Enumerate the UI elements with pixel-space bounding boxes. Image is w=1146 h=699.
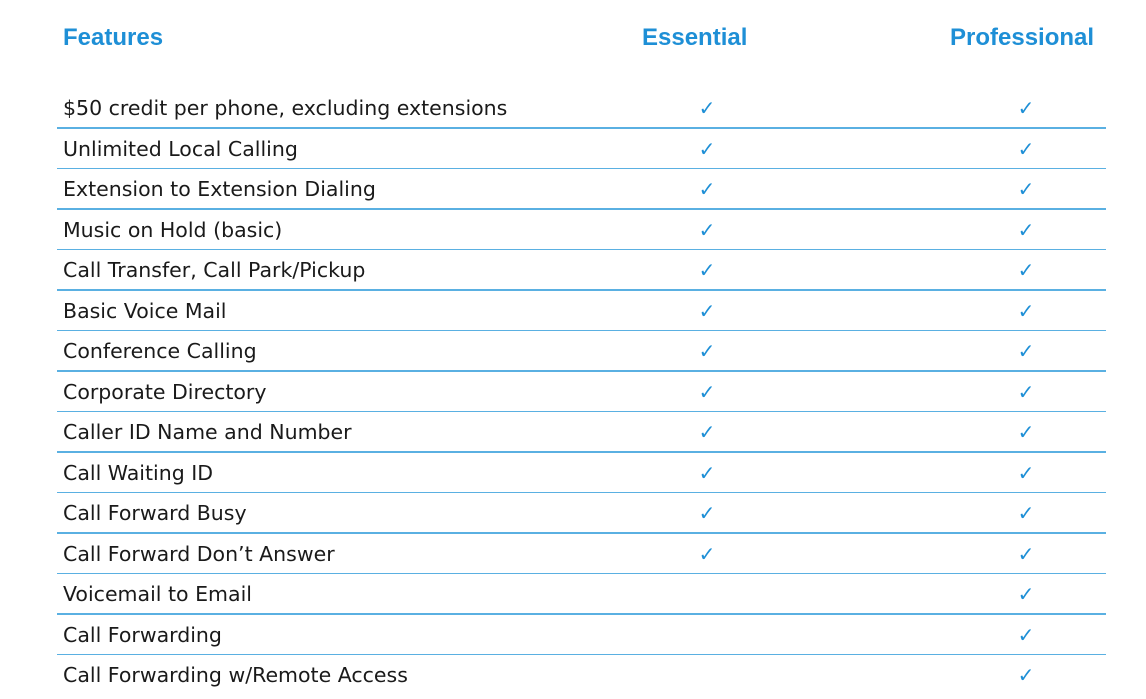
feature-label: Call Forwarding [63, 622, 222, 647]
table-row [0, 331, 1146, 372]
table-row [0, 453, 1146, 494]
feature-rows [0, 88, 1146, 696]
essential-checkmark-icon: ✓ [698, 541, 716, 566]
feature-label: Caller ID Name and Number [63, 420, 352, 444]
professional-checkmark-icon: ✓ [1017, 420, 1035, 444]
essential-checkmark-icon: ✓ [698, 258, 716, 282]
table-row [0, 412, 1146, 453]
table-row [0, 615, 1146, 656]
feature-label: Voicemail to Email [63, 582, 252, 606]
essential-checkmark-icon: ✓ [698, 136, 716, 161]
essential-checkmark-icon: ✓ [698, 379, 716, 404]
table-row [0, 88, 1146, 129]
essential-checkmark-icon: ✓ [698, 298, 716, 323]
table-row [0, 534, 1146, 575]
essential-checkmark-icon: ✓ [698, 501, 716, 525]
feature-label: Music on Hold (basic) [63, 217, 283, 242]
professional-checkmark-icon: ✓ [1017, 541, 1035, 566]
feature-label: Call Waiting ID [63, 460, 214, 485]
essential-checkmark-icon: ✓ [698, 460, 716, 485]
feature-label: Extension to Extension Dialing [63, 177, 376, 201]
table-row [0, 129, 1146, 170]
professional-checkmark-icon: ✓ [1017, 582, 1035, 606]
feature-label: Call Forward Busy [63, 501, 247, 525]
professional-checkmark-icon: ✓ [1017, 339, 1035, 363]
feature-label: Basic Voice Mail [63, 298, 227, 323]
professional-checkmark-icon: ✓ [1017, 258, 1035, 282]
essential-checkmark-icon: ✓ [698, 420, 716, 444]
table-row [0, 169, 1146, 210]
feature-label: Call Forwarding w/Remote Access [63, 663, 408, 687]
essential-checkmark-icon: ✓ [698, 217, 716, 242]
table-row [0, 291, 1146, 332]
essential-checkmark-icon: ✓ [698, 339, 716, 363]
feature-label: Conference Calling [63, 339, 257, 363]
features-column-header: Features [63, 24, 164, 51]
table-row [0, 655, 1146, 696]
professional-checkmark-icon: ✓ [1017, 501, 1035, 525]
table-header [0, 0, 1146, 70]
professional-checkmark-icon: ✓ [1017, 379, 1035, 404]
feature-label: $50 credit per phone, excluding extensions [63, 96, 508, 120]
feature-label: Unlimited Local Calling [63, 136, 298, 161]
professional-checkmark-icon: ✓ [1017, 622, 1035, 647]
feature-label: Call Transfer, Call Park/Pickup [63, 258, 366, 282]
essential-checkmark-icon: ✓ [698, 177, 716, 201]
table-row [0, 574, 1146, 615]
professional-checkmark-icon: ✓ [1017, 298, 1035, 323]
feature-label: Corporate Directory [63, 379, 267, 404]
feature-label: Call Forward Don’t Answer [63, 541, 335, 566]
professional-checkmark-icon: ✓ [1017, 96, 1035, 120]
professional-checkmark-icon: ✓ [1017, 217, 1035, 242]
professional-checkmark-icon: ✓ [1017, 460, 1035, 485]
professional-column-header: Professional [950, 24, 1095, 51]
essential-column-header: Essential [642, 24, 748, 51]
table-row [0, 210, 1146, 251]
professional-checkmark-icon: ✓ [1017, 177, 1035, 201]
professional-checkmark-icon: ✓ [1017, 136, 1035, 161]
table-row [0, 493, 1146, 534]
professional-checkmark-icon: ✓ [1017, 663, 1035, 687]
essential-checkmark-icon: ✓ [698, 96, 716, 120]
table-row [0, 250, 1146, 291]
table-row [0, 372, 1146, 413]
